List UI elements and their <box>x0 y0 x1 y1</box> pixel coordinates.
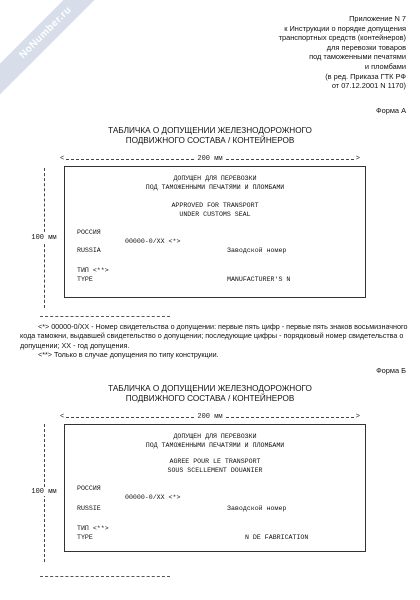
width-label-wrap <box>60 154 360 164</box>
appendix-line: Приложение N 7 <box>349 14 406 23</box>
plate-country-ru: РОССИЯ <box>77 485 101 492</box>
appendix-line: под таможенными печатями <box>309 52 406 62</box>
appendix-line: и пломбами <box>364 61 406 71</box>
appendix-line: от 07.12.2001 N 1170) <box>331 81 406 91</box>
width-label-wrap <box>60 412 360 422</box>
appendix-line: к Инструкции о порядке допущения <box>284 23 406 33</box>
plate-type-ru: ТИП <**> <box>77 525 109 532</box>
form-b-title <box>60 384 360 404</box>
plate-line3: AGREE POUR LE TRANSPORT <box>169 458 261 465</box>
footnotes <box>20 322 410 360</box>
plate-type-lat: TYPE <box>77 534 93 541</box>
plate-line4: UNDER CUSTOMS SEAL <box>179 211 251 218</box>
plate-country-lat: RUSSIE <box>77 505 101 512</box>
form-a-label: Форма А <box>375 106 406 115</box>
watermark-ribbon: NoNumber.ru <box>0 0 110 97</box>
right-arrow-icon: > <box>355 155 360 163</box>
form-a-plate <box>64 166 366 298</box>
form-b-plate <box>64 424 366 552</box>
form-b-label: Форма Б <box>376 366 406 375</box>
plate-line2: ПОД ТАМОЖЕННЫМИ ПЕЧАТЯМИ И ПЛОМБАМИ <box>145 442 285 449</box>
plate-line3: APPROVED FOR TRANSPORT <box>171 202 259 209</box>
plate-factory-lat: N DE FABRICATION <box>245 534 309 541</box>
appendix-header <box>216 14 406 91</box>
plate-factory-lat: MANUFACTURER'S N <box>227 276 291 283</box>
form-a-height-dimension <box>31 168 57 308</box>
right-arrow-icon: > <box>355 413 360 421</box>
plate-line1: ДОПУЩЕН ДЛЯ ПЕРЕВОЗКИ <box>173 433 257 440</box>
form-a-width-dimension <box>60 154 360 164</box>
plate-line1: ДОПУЩЕН ДЛЯ ПЕРЕВОЗКИ <box>173 175 257 182</box>
form-b-title-line2: ПОДВИЖНОГО СОСТАВА / КОНТЕЙНЕРОВ <box>125 394 295 403</box>
appendix-line: для перевозки товаров <box>326 42 406 52</box>
form-b-height-dimension <box>31 424 57 562</box>
left-arrow-icon: < <box>60 413 65 421</box>
plate-number: 00000-0/XX <*> <box>125 494 181 501</box>
appendix-line: транспортных средств (контейнеров) <box>278 33 406 43</box>
footnote-separator <box>40 316 170 317</box>
form-b-height-label: 100 мм <box>20 488 68 496</box>
form-a-height-label: 100 мм <box>20 234 68 242</box>
form-a-title-line1: ТАБЛИЧКА О ДОПУЩЕНИИ ЖЕЛЕЗНОДОРОЖНОГО <box>108 126 312 135</box>
plate-number: 00000-0/XX <*> <box>125 238 181 245</box>
form-a-title <box>60 126 360 146</box>
plate-country-ru: РОССИЯ <box>77 229 101 236</box>
footnote-1: <*> 00000-0/XX - Номер свидетельства о допущении: первые пять цифр - первые пять знаков восьмизначного кода таможни, выдавшей свидетельство о допущении; последующие цифры - порядковый номер свидетельства о допущении; XX - год допущения. <box>20 322 408 350</box>
left-arrow-icon: < <box>60 155 65 163</box>
plate-factory-ru: Заводской номер <box>227 247 287 254</box>
plate-type-ru: ТИП <**> <box>77 267 109 274</box>
form-a-width-label: 200 мм <box>194 155 225 163</box>
appendix-line: (в ред. Приказа ГТК РФ <box>325 71 406 81</box>
plate-line4: SOUS SCELLEMENT DOUANIER <box>167 467 263 474</box>
plate-factory-ru: Заводской номер <box>227 505 287 512</box>
form-a-title-line2: ПОДВИЖНОГО СОСТАВА / КОНТЕЙНЕРОВ <box>125 136 295 145</box>
footnote-separator <box>40 576 170 577</box>
plate-country-lat: RUSSIA <box>77 247 101 254</box>
footnote-2: <**> Только в случае допущения по типу конструкции. <box>38 350 219 360</box>
plate-line2: ПОД ТАМОЖЕННЫМИ ПЕЧАТЯМИ И ПЛОМБАМИ <box>145 184 285 191</box>
form-b-title-line1: ТАБЛИЧКА О ДОПУЩЕНИИ ЖЕЛЕЗНОДОРОЖНОГО <box>108 384 312 393</box>
form-b-width-label: 200 мм <box>194 413 225 421</box>
plate-type-lat: TYPE <box>77 276 93 283</box>
form-b-width-dimension <box>60 412 360 422</box>
